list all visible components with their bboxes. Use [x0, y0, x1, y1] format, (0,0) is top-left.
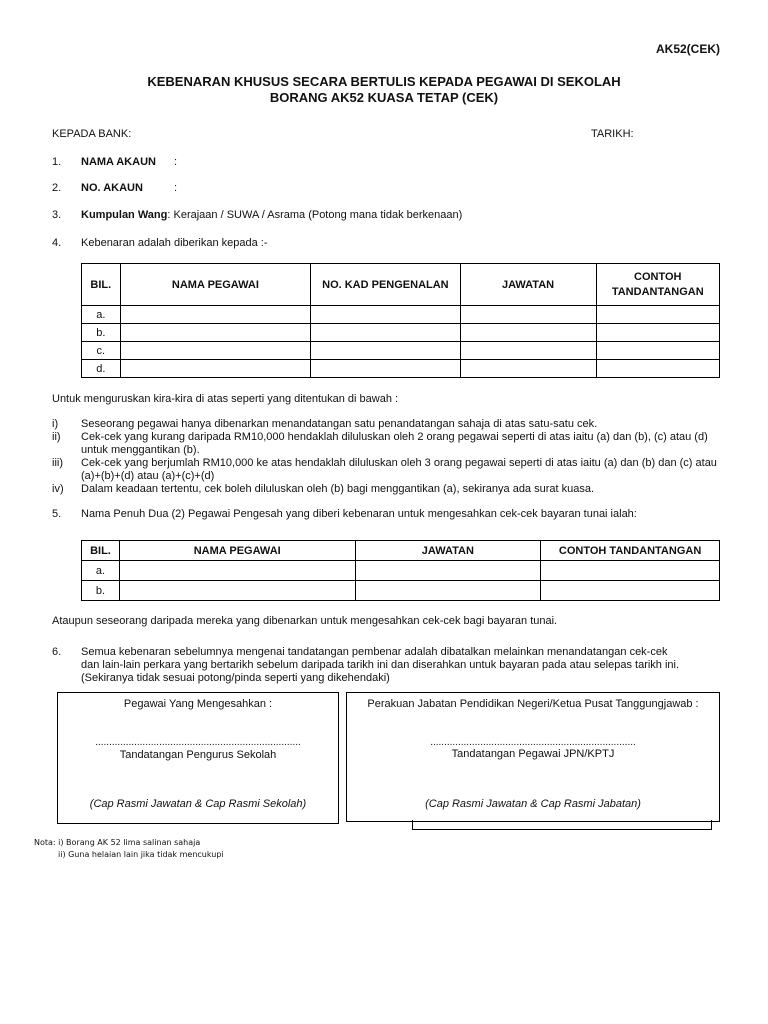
tandatangan-cell[interactable]: [596, 360, 719, 378]
nama-pegawai-cell[interactable]: [120, 306, 311, 324]
tandatangan-cell[interactable]: [541, 581, 720, 601]
row-bil: a.: [82, 561, 120, 581]
tandatangan-cell[interactable]: [596, 342, 719, 360]
rule-text: Seseorang pegawai hanya dibenarkan menandatangan satu penandatangan sahaja di atas satu-satu cek.: [81, 418, 598, 430]
header-nama-pegawai: NAMA PEGAWAI: [119, 541, 355, 561]
item-number: 1.: [52, 156, 62, 168]
list-item: [52, 431, 722, 457]
kebenaran-text: Kebenaran adalah diberikan kepada :-: [81, 237, 268, 249]
box-shadow-frame: [412, 820, 712, 830]
signature-line[interactable]: ..........................................................................: [430, 737, 636, 748]
nama-pegawai-cell[interactable]: [119, 581, 355, 601]
jawatan-cell[interactable]: [460, 324, 596, 342]
perakuan-jabatan-box: [346, 692, 720, 822]
no-kad-cell[interactable]: [311, 324, 460, 342]
jawatan-cell[interactable]: [460, 342, 596, 360]
nama-pegawai-cell[interactable]: [120, 324, 311, 342]
ataupun-text: Ataupun seseorang daripada mereka yang dibenarkan untuk mengesahkan cek-cek bagi bayaran tunai.: [52, 615, 558, 627]
header-contoh-tandatangan: CONTOH TANDANTANGAN: [541, 541, 720, 561]
form-code: AK52(CEK): [655, 42, 720, 56]
item-no-akaun: [0, 182, 768, 196]
item-number: 2.: [52, 182, 62, 194]
table-header-row: [82, 264, 720, 306]
kepada-bank-label: KEPADA BANK:: [52, 128, 132, 140]
nama-pegawai-cell[interactable]: [120, 342, 311, 360]
rule-text: Cek-cek yang kurang daripada RM10,000 hendaklah diluluskan oleh 2 orang pegawai seperti di atas iaitu (a) dan (b), (c) atau (d) untuk menggantikan (b).: [81, 431, 708, 456]
item-6-line: dan lain-lain perkara yang bertarikh sebelum daripada tarikh ini dan diserahkan untuk bayaran pada atau selepas tarikh ini.: [81, 659, 680, 671]
nama-pegawai-cell[interactable]: [119, 561, 355, 581]
page-title: KEBENARAN KHUSUS SECARA BERTULIS KEPADA PEGAWAI DI SEKOLAH: [147, 74, 621, 89]
row-bil: b.: [82, 324, 121, 342]
item-5: [0, 508, 768, 522]
rule-key: iii): [52, 457, 63, 469]
pegawai-mengesahkan-box: [57, 692, 339, 824]
jawatan-cell[interactable]: [355, 561, 541, 581]
item-number: 4.: [52, 237, 62, 249]
table-row: [82, 324, 720, 342]
no-kad-cell[interactable]: [311, 360, 460, 378]
page-subtitle: BORANG AK52 KUASA TETAP (CEK): [269, 90, 499, 105]
row-bil: d.: [82, 360, 121, 378]
tandatangan-cell[interactable]: [596, 306, 719, 324]
signature-caption: Tandatangan Pegawai JPN/KPTJ: [451, 748, 615, 760]
nama-pegawai-cell[interactable]: [120, 360, 311, 378]
nota-line: ii) Guna helaian lain jika tidak mencukupi: [58, 850, 224, 859]
item-6-text: [81, 646, 721, 685]
jawatan-cell[interactable]: [460, 360, 596, 378]
item-kebenaran: [0, 237, 768, 251]
item-6-line: Semua kebenaran sebelumnya mengenai tandatangan pembenar adalah dibatalkan melainkan menandatangan cek-cek: [81, 646, 668, 658]
rule-text: Cek-cek yang berjumlah RM10,000 ke atas hendaklah diluluskan oleh 3 orang pegawai seperti di atas iaitu (a) dan (b) dan (c) atau (a)+(b)+(d) atau (a)+(c)+(d): [81, 457, 717, 482]
table-row: [82, 342, 720, 360]
list-item: [52, 418, 722, 431]
table-header-row: [82, 541, 720, 561]
item-number: 3.: [52, 209, 62, 221]
jawatan-cell[interactable]: [355, 581, 541, 601]
kumpulan-wang-text: : Kerajaan / SUWA / Asrama (Potong mana tidak berkenaan): [167, 209, 463, 221]
row-bil: b.: [82, 581, 120, 601]
item-6: [0, 646, 768, 688]
header-jawatan: JAWATAN: [460, 264, 596, 306]
nota-line: Nota: i) Borang AK 52 lima salinan sahaja: [34, 838, 201, 847]
jawatan-cell[interactable]: [460, 306, 596, 324]
box-heading: Pegawai Yang Mengesahkan :: [123, 698, 273, 710]
kumpulan-line: [81, 209, 462, 221]
item-6-line: (Sekiranya tidak sesuai potong/pinda seperti yang dikehendaki): [81, 672, 390, 684]
list-item: [52, 457, 722, 483]
item-5-text: Nama Penuh Dua (2) Pegawai Pengesah yang diberi kebenaran untuk mengesahkan cek-cek bayaran tunai ialah:: [81, 508, 637, 520]
colon: :: [174, 182, 178, 194]
no-kad-cell[interactable]: [311, 306, 460, 324]
kumpulan-wang-label: Kumpulan Wang: [81, 209, 168, 221]
table-row: [82, 360, 720, 378]
header-bil: BIL.: [82, 541, 120, 561]
rules-intro: Untuk menguruskan kira-kira di atas seperti yang ditentukan di bawah :: [52, 393, 399, 405]
rule-key: iv): [52, 483, 64, 495]
item-number: 6.: [52, 646, 62, 658]
signature-caption: Tandatangan Pengurus Sekolah: [119, 749, 277, 761]
no-kad-cell[interactable]: [311, 342, 460, 360]
rules-list: [52, 418, 722, 496]
tandatangan-cell[interactable]: [596, 324, 719, 342]
item-nama-akaun: [0, 156, 768, 170]
colon: :: [174, 156, 178, 168]
table-row: [82, 306, 720, 324]
row-bil: a.: [82, 306, 121, 324]
header-contoh-tandatangan: CONTOH TANDANTANGAN: [596, 264, 719, 306]
box-heading: Perakuan Jabatan Pendidikan Negeri/Ketua Pusat Tanggungjawab :: [367, 698, 699, 710]
item-number: 5.: [52, 508, 62, 520]
signature-line[interactable]: ..........................................................................: [95, 737, 301, 748]
header-nama-pegawai: NAMA PEGAWAI: [120, 264, 311, 306]
rule-key: i): [52, 418, 59, 430]
tarikh-label: TARIKH:: [591, 128, 634, 140]
tandatangan-cell[interactable]: [541, 561, 720, 581]
nama-akaun-label: NAMA AKAUN: [81, 156, 156, 168]
item-kumpulan-wang: [0, 209, 768, 223]
table-row: [82, 581, 720, 601]
table-row: [82, 561, 720, 581]
row-bil: c.: [82, 342, 121, 360]
rule-text: Dalam keadaan tertentu, cek boleh diluluskan oleh (b) bagi menggantikan (a), sekiranya ada surat kuasa.: [81, 483, 595, 495]
header-no-kad: NO. KAD PENGENALAN: [311, 264, 460, 306]
stamp-caption: (Cap Rasmi Jawatan & Cap Rasmi Jabatan): [425, 798, 641, 810]
pengesah-table: [81, 540, 720, 601]
list-item: [52, 483, 722, 496]
officer-table: [81, 263, 720, 378]
header-jawatan: JAWATAN: [355, 541, 541, 561]
header-bil: BIL.: [82, 264, 121, 306]
no-akaun-label: NO. AKAUN: [81, 182, 143, 194]
stamp-caption: (Cap Rasmi Jawatan & Cap Rasmi Sekolah): [89, 798, 307, 810]
rule-key: ii): [52, 431, 61, 443]
